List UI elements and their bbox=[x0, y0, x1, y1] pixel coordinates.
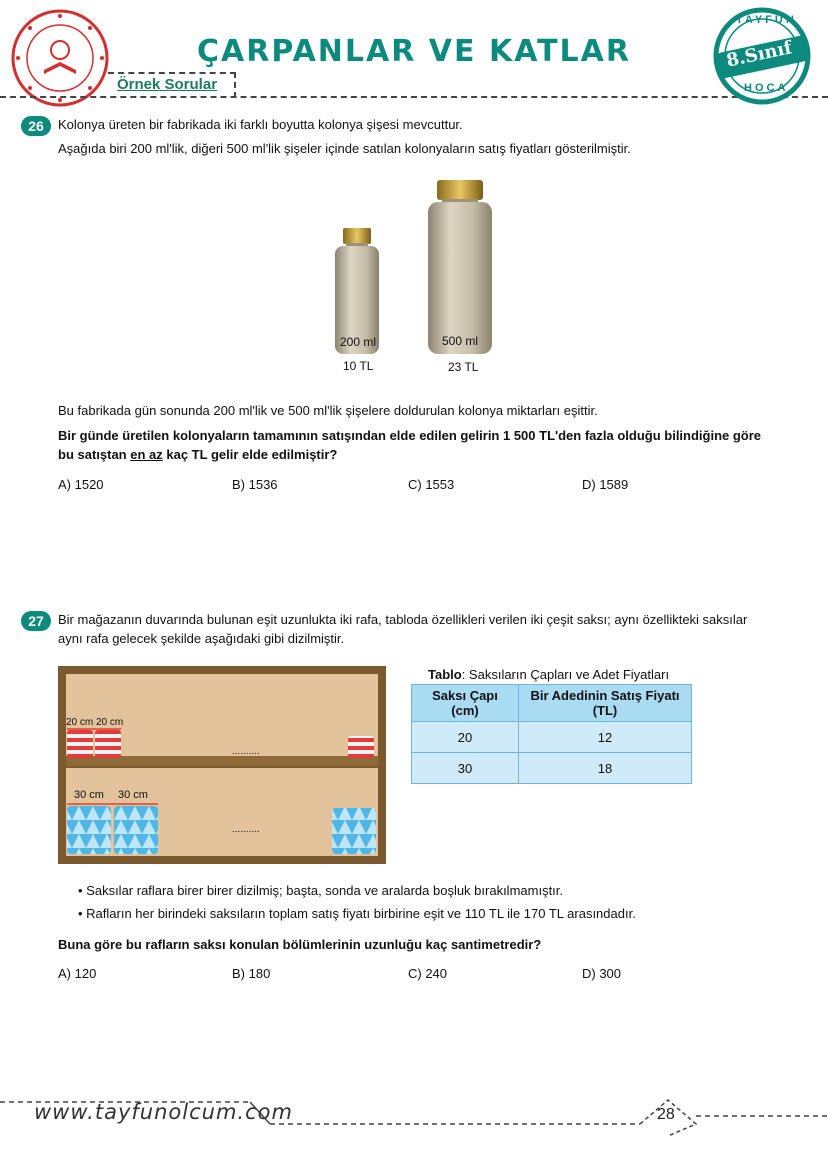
q26-question-b-pre: bu satıştan bbox=[58, 447, 131, 462]
table-cell: 12 bbox=[519, 722, 692, 753]
bottle-large bbox=[426, 178, 494, 356]
q27-bullet-2-text: Rafların her birindeki saksıların toplam satış fiyatı birbirine eşit ve 110 TL ile 170 TL arasındadır. bbox=[86, 906, 636, 921]
q27-option-a[interactable]: A) 120 bbox=[58, 966, 97, 981]
table-cell: 18 bbox=[519, 753, 692, 784]
badge-grade: 8.Sınıf bbox=[724, 37, 794, 72]
top-shelf-dots: .......... bbox=[232, 746, 260, 757]
table-row bbox=[412, 722, 692, 753]
q27-question: Buna göre bu rafların saksı konulan bölümlerinin uzunluğu kaç santimetredir? bbox=[58, 937, 542, 952]
q27-option-c[interactable]: C) 240 bbox=[408, 966, 448, 981]
q26-line2: Aşağıda biri 200 ml'lik, diğeri 500 ml'lik şişeler içinde satılan kolonyaların satış fiyatları gösterilmiştir. bbox=[58, 141, 631, 156]
table-header-price: Bir Adedinin Satış Fiyatı (TL) bbox=[519, 685, 692, 722]
table-caption bbox=[428, 666, 669, 684]
bottom-shelf-dots: .......... bbox=[232, 824, 260, 835]
page-title: ÇARPANLAR VE KATLAR bbox=[197, 34, 631, 69]
subtitle-bracket bbox=[108, 72, 236, 98]
q26-question-a: Bir günde üretilen kolonyaların tamamının satışından elde edilen gelirin 1 500 TL'den fazla olduğu bilindiğine göre bbox=[58, 428, 762, 443]
q26-question-b-emphasis: en az bbox=[130, 447, 163, 462]
bottle-small-price: 10 TL bbox=[343, 359, 374, 373]
footer-url[interactable]: www.tayfunolcum.com bbox=[34, 1100, 293, 1124]
table-caption-bold: Tablo bbox=[428, 667, 462, 682]
q26-option-b[interactable]: B) 1536 bbox=[232, 477, 278, 492]
q27-option-d[interactable]: D) 300 bbox=[582, 966, 622, 981]
q27-line2: aynı rafa gelecek şekilde aşağıdaki gibi dizilmiştir. bbox=[58, 631, 345, 646]
q26-question-b bbox=[58, 446, 337, 464]
q26-line1: Kolonya üreten bir fabrikada iki farklı boyutta kolonya şişesi mevcuttur. bbox=[58, 117, 463, 132]
page-number: 28 bbox=[657, 1106, 675, 1123]
author-badge bbox=[712, 6, 812, 106]
bottom-pot-label-1: 30 cm bbox=[74, 789, 104, 801]
pot-table bbox=[411, 684, 692, 784]
bottom-pot-label-2: 30 cm bbox=[118, 789, 148, 801]
badge-bottom-text: HOCA bbox=[744, 82, 789, 94]
q27-bullet-1: • Saksılar raflara birer birer dizilmiş; başta, sonda ve aralarda boşluk bırakılmamıştır. bbox=[78, 883, 564, 898]
q27-bullet-2: • Rafların her birindeki saksıların toplam satış fiyatı birbirine eşit ve 110 TL ile 170 TL arasındadır. bbox=[78, 906, 636, 921]
q26-info: Bu fabrikada gün sonunda 200 ml'lik ve 500 ml'lik şişelere doldurulan kolonya miktarları eşittir. bbox=[58, 403, 598, 418]
bottle-large-label: 500 ml bbox=[442, 334, 479, 348]
q26-option-a[interactable]: A) 1520 bbox=[58, 477, 104, 492]
table-caption-rest: : Saksıların Çapları ve Adet Fiyatları bbox=[461, 667, 670, 682]
q26-option-c[interactable]: C) 1553 bbox=[408, 477, 455, 492]
table-row bbox=[412, 753, 692, 784]
top-pot-label-1: 20 cm bbox=[66, 717, 94, 728]
badge-top-text: TAYFUN bbox=[736, 14, 797, 26]
table-header-diameter: Saksı Çapı (cm) bbox=[412, 685, 519, 722]
section-subtitle: Örnek Sorular bbox=[117, 76, 218, 93]
table-cell: 30 bbox=[412, 753, 519, 784]
top-pot-label-2: 20 cm bbox=[96, 717, 124, 728]
question-number-26: 26 bbox=[21, 116, 51, 136]
q27-bullet-1-text: Saksılar raflara birer birer dizilmiş; başta, sonda ve aralarda boşluk bırakılmamıştır. bbox=[86, 883, 564, 898]
q26-option-d[interactable]: D) 1589 bbox=[582, 477, 629, 492]
bottle-small-label: 200 ml bbox=[340, 335, 377, 349]
table-cell: 20 bbox=[412, 722, 519, 753]
q26-question-b-post: kaç TL gelir elde edilmiştir? bbox=[162, 447, 338, 462]
shelf-illustration bbox=[58, 666, 386, 864]
question-number-27: 27 bbox=[21, 611, 51, 631]
q27-line1: Bir mağazanın duvarında bulunan eşit uzunlukta iki rafa, tabloda özellikleri verilen iki çeşit saksı; aynı özellikteki saksılar bbox=[58, 612, 748, 627]
q27-option-b[interactable]: B) 180 bbox=[232, 966, 271, 981]
bottle-large-price: 23 TL bbox=[448, 360, 479, 374]
